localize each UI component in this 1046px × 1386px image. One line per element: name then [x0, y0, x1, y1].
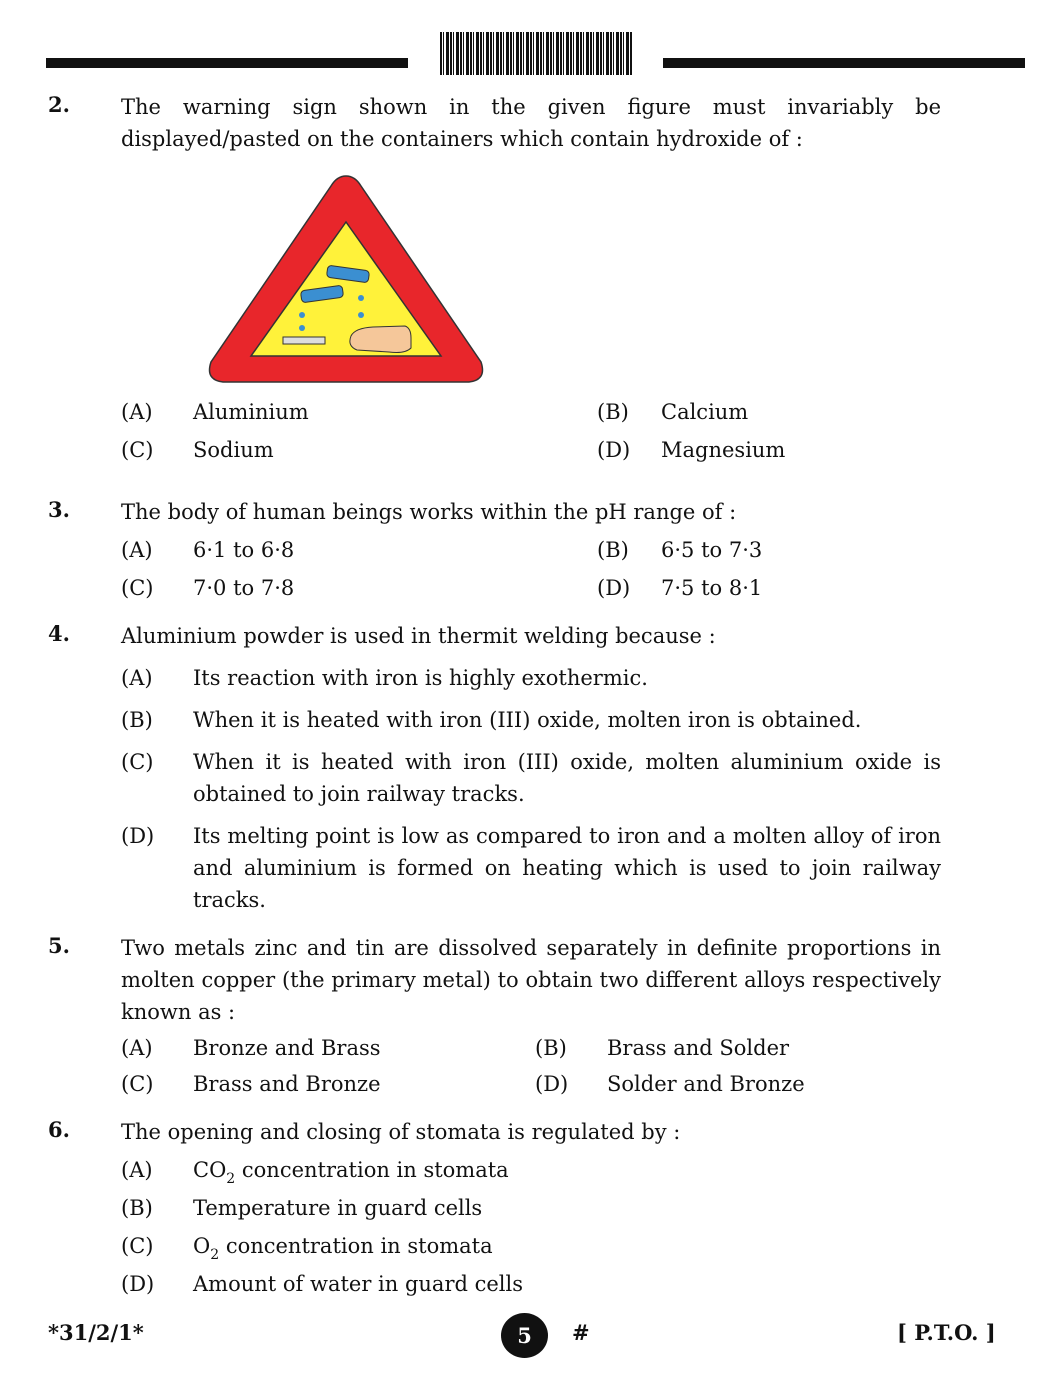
question-number: 6. — [48, 1117, 70, 1142]
please-turn-over: [ P.T.O. ] — [897, 1320, 996, 1345]
question-number: 3. — [48, 497, 70, 522]
option-a[interactable]: (A) $CO_2$ concentration in stomata — [121, 1158, 509, 1187]
question-text: The opening and closing of stomata is regulated by : — [121, 1120, 681, 1144]
paper-code: *31/2/1* — [48, 1320, 144, 1345]
option-c[interactable]: (C) Brass and Bronze — [121, 1072, 381, 1096]
question-number: 4. — [48, 621, 70, 646]
option-d[interactable]: (D) Amount of water in guard cells — [121, 1272, 524, 1296]
option-c[interactable]: (C) Sodium — [121, 438, 274, 462]
option-c[interactable]: (C) When it is heated with iron (III) oxide, molten aluminium oxide is obtained to join railway tracks. — [121, 750, 941, 806]
option-c[interactable]: (C) $O_2$ concentration in stomata — [121, 1234, 493, 1263]
option-a[interactable]: (A) 6·1 to 6·8 — [121, 538, 295, 562]
header-rule-left — [46, 58, 408, 68]
option-a[interactable]: (A) Bronze and Brass — [121, 1036, 381, 1060]
option-a[interactable]: (A) Its reaction with iron is highly exothermic. — [121, 666, 648, 690]
option-b[interactable]: (B) Brass and Solder — [535, 1036, 790, 1060]
question-text: The warning sign shown in the given figure must invariably be displayed/pasted on the containers which contain hydroxide of : — [121, 95, 941, 151]
option-d[interactable]: (D) Its melting point is low as compared to iron and a molten alloy of iron and aluminium is formed on heating which is used to join railway tracks. — [121, 824, 941, 912]
header-rule-right — [663, 58, 1025, 68]
option-d[interactable]: (D) Solder and Bronze — [535, 1072, 805, 1096]
question-text: Aluminium powder is used in thermit welding because : — [121, 624, 716, 648]
question-number: 2. — [48, 92, 70, 117]
option-b[interactable]: (B) Calcium — [597, 400, 749, 424]
option-b[interactable]: (B) 6·5 to 7·3 — [597, 538, 763, 562]
option-b[interactable]: (B) When it is heated with iron (III) oxide, molten iron is obtained. — [121, 708, 862, 732]
page-number: 5 — [501, 1313, 548, 1358]
barcode — [440, 32, 632, 75]
question-number: 5. — [48, 933, 70, 958]
hash-mark: # — [572, 1320, 590, 1345]
option-c[interactable]: (C) 7·0 to 7·8 — [121, 576, 295, 600]
option-b[interactable]: (B) Temperature in guard cells — [121, 1196, 483, 1220]
option-d[interactable]: (D) 7·5 to 8·1 — [597, 576, 763, 600]
option-d[interactable]: (D) Magnesium — [597, 438, 786, 462]
question-text: Two metals zinc and tin are dissolved separately in definite proportions in molten copper (the primary metal) to obtain two different alloys respectively known as : — [121, 936, 941, 1024]
corrosive-warning-sign-icon — [205, 170, 487, 385]
question-text: The body of human beings works within the pH range of : — [121, 500, 737, 524]
option-a[interactable]: (A) Aluminium — [121, 400, 309, 424]
